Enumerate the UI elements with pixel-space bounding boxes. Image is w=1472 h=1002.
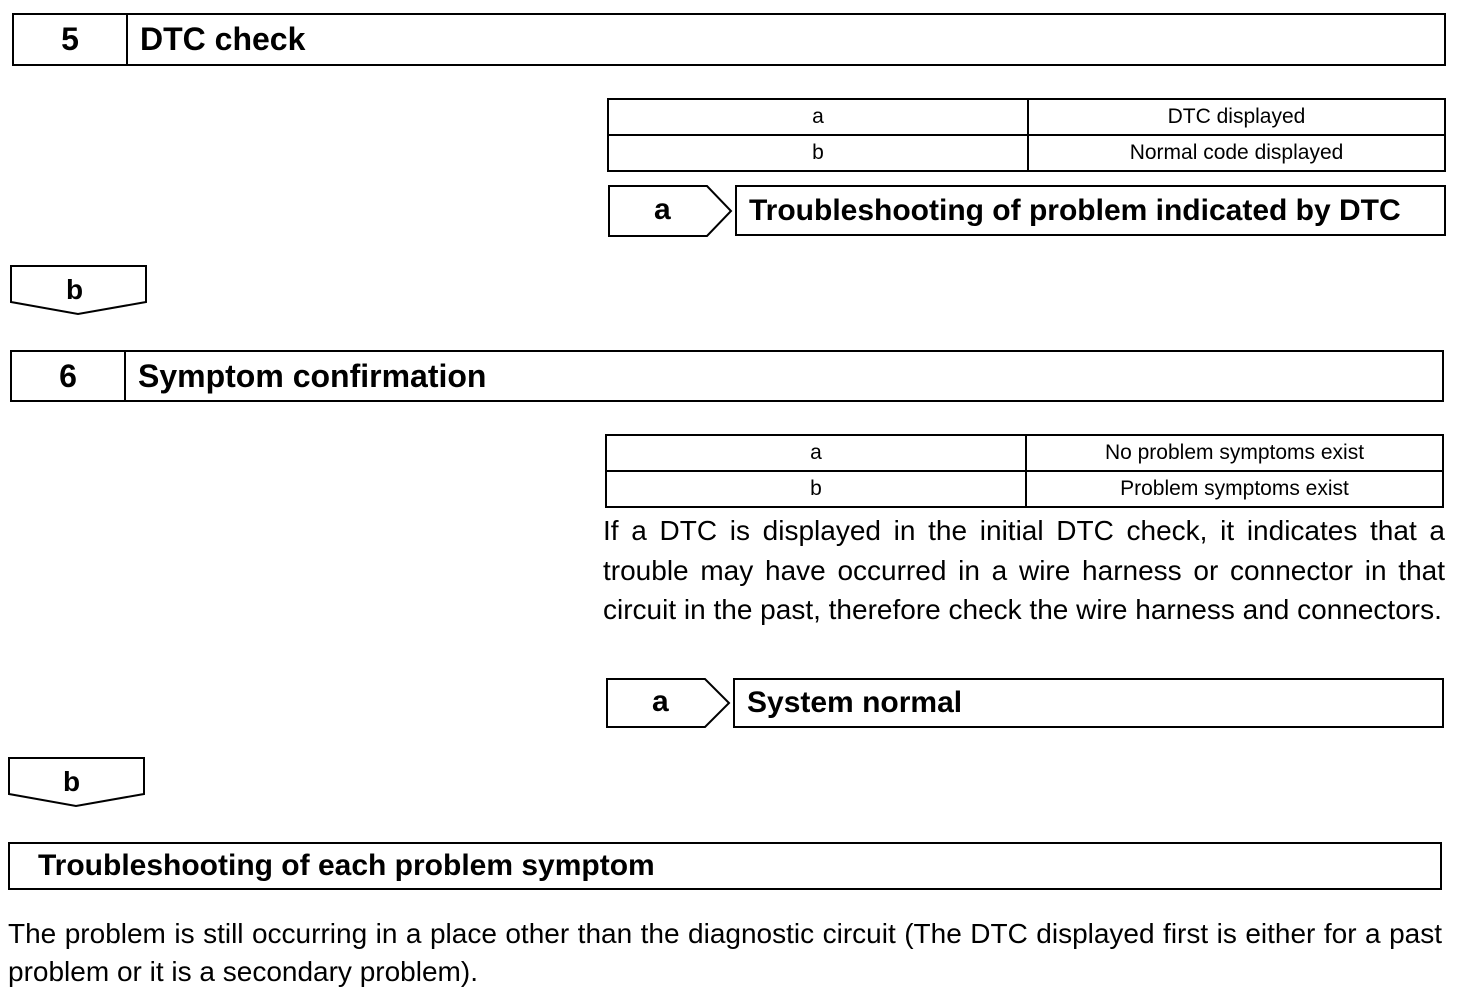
note-paragraph: If a DTC is displayed in the initial DTC check, it indicates that a trouble may have occurred in a wire harness or connector in that circuit in the past, therefore check the wire harness and connectors.: [603, 515, 1445, 625]
result-desc: DTC displayed: [1028, 99, 1445, 135]
step-5-result-table: [607, 98, 1446, 172]
result-desc: No problem symptoms exist: [1026, 435, 1443, 471]
result-key: b: [606, 471, 1026, 507]
result-key: b: [608, 135, 1028, 171]
table-row: [608, 135, 1445, 171]
table-row: [606, 435, 1443, 471]
result-key: a: [608, 99, 1028, 135]
step-number: 5: [14, 15, 128, 64]
branch-a-target: Troubleshooting of problem indicated by DTC: [735, 185, 1446, 236]
result-desc: Problem symptoms exist: [1026, 471, 1443, 507]
branch-a-label: a: [654, 193, 671, 226]
table-row: [608, 99, 1445, 135]
branch-a-label: a: [652, 685, 669, 718]
branch-b-label: b: [66, 274, 84, 305]
step-number: 6: [12, 352, 126, 400]
step-5-header: [12, 13, 1446, 66]
final-result-box: Troubleshooting of each problem symptom: [8, 842, 1442, 890]
step-title: DTC check: [140, 21, 306, 57]
table-row: [606, 471, 1443, 507]
branch-b-label: b: [63, 766, 81, 797]
branch-a-target: System normal: [733, 678, 1444, 728]
result-key: a: [606, 435, 1026, 471]
step-6-result-table: [605, 434, 1444, 508]
result-desc: Normal code displayed: [1028, 135, 1445, 171]
step-6-header: [10, 350, 1444, 402]
step-title: Symptom confirmation: [138, 357, 487, 394]
final-paragraph: The problem is still occurring in a place other than the diagnostic circuit (The DTC displayed first is either for a past problem or it is a secondary problem).: [8, 918, 1442, 987]
